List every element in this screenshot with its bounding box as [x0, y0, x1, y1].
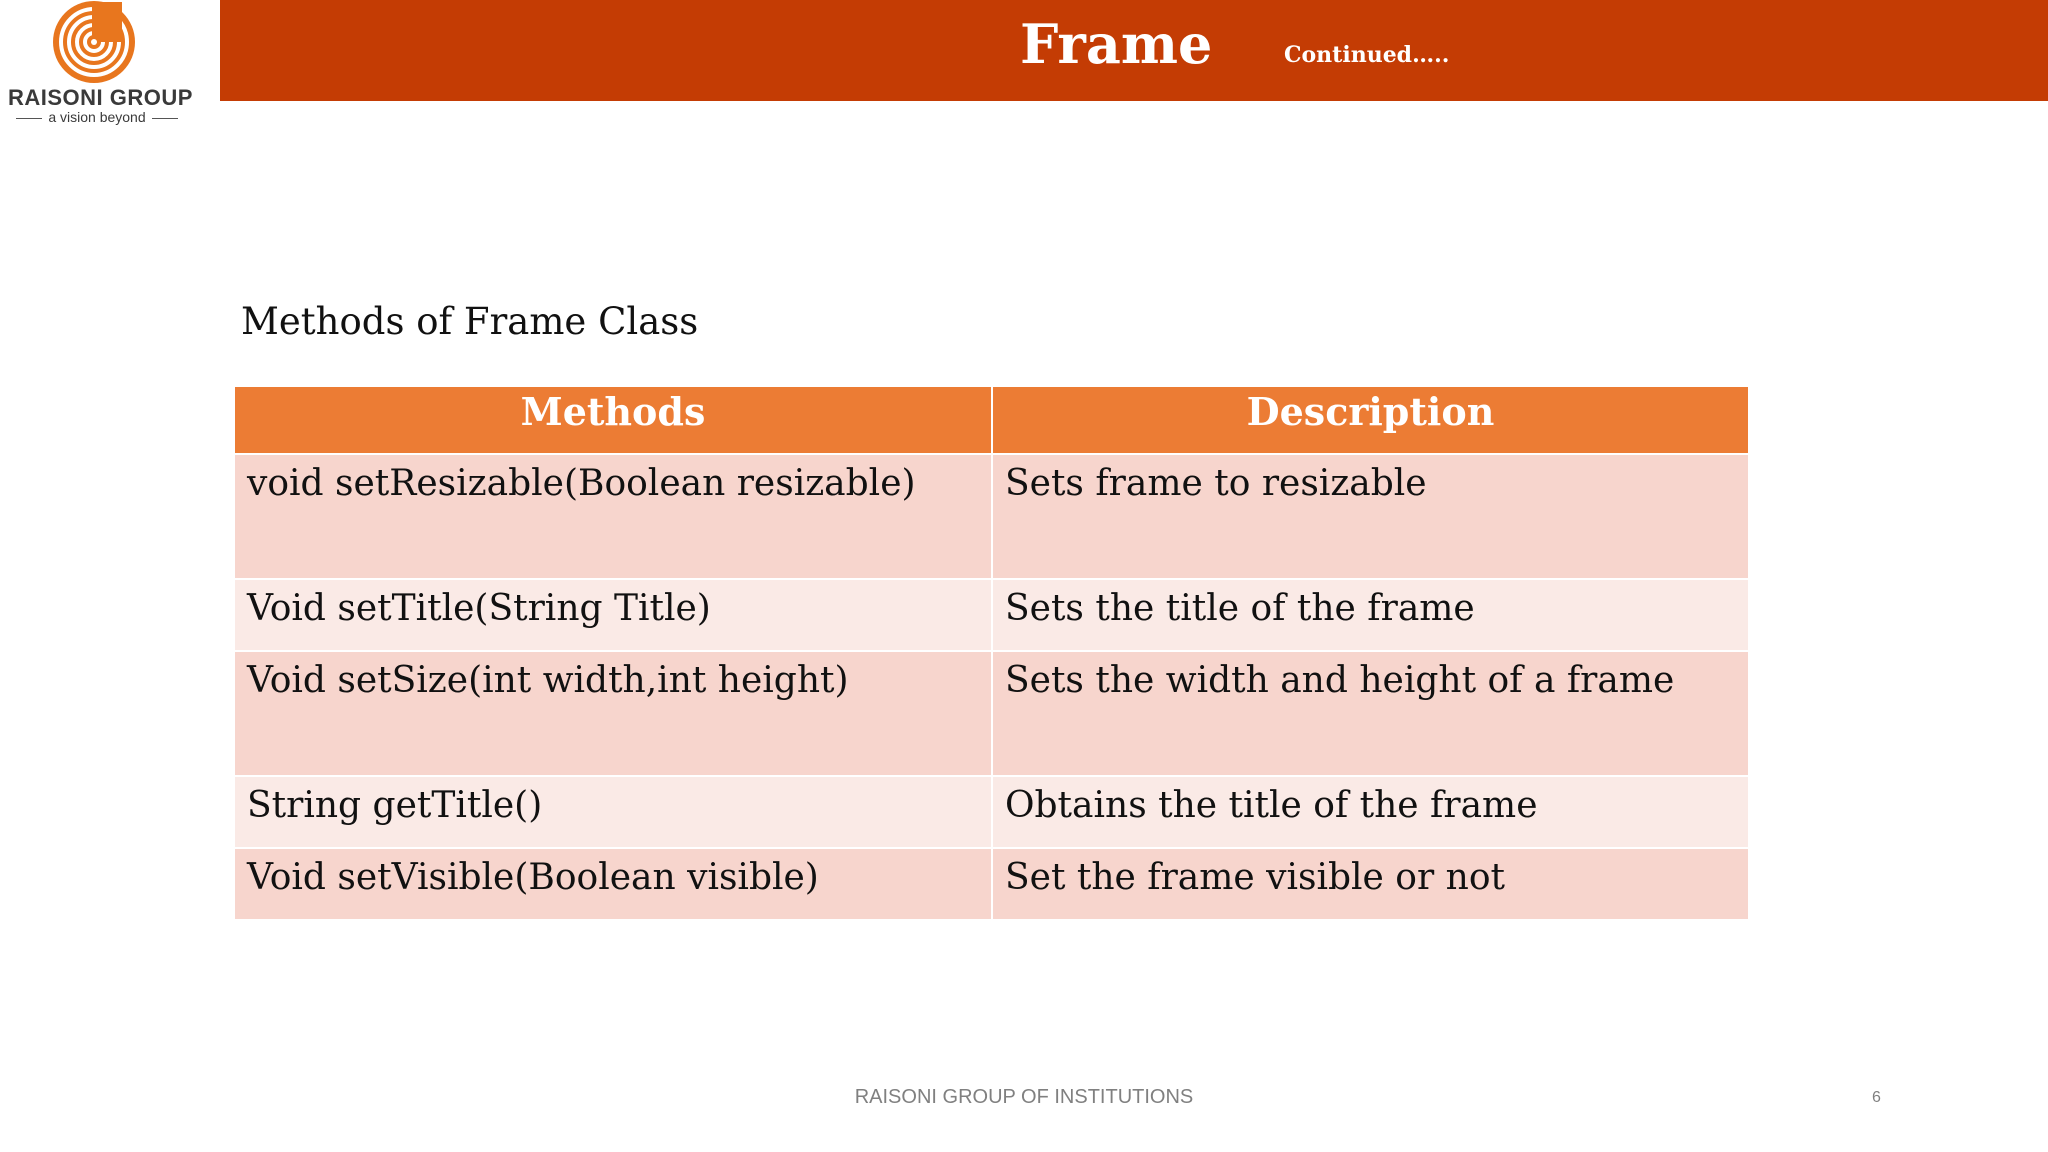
column-header-description: Description — [992, 386, 1749, 454]
column-header-methods: Methods — [234, 386, 992, 454]
description-cell: Set the frame visible or not — [992, 848, 1749, 920]
spiral-logo-icon — [0, 0, 200, 90]
table-row — [234, 579, 1749, 651]
method-cell: Void setVisible(Boolean visible) — [234, 848, 992, 920]
methods-table — [233, 385, 1750, 921]
footer-institution: RAISONI GROUP OF INSTITUTIONS — [854, 1086, 1194, 1108]
table-row — [234, 776, 1749, 848]
description-cell: Obtains the title of the frame — [992, 776, 1749, 848]
table-row — [234, 848, 1749, 920]
method-cell: String getTitle() — [234, 776, 992, 848]
table-header-row — [234, 386, 1749, 454]
method-cell: Void setSize(int width,int height) — [234, 651, 992, 776]
description-cell: Sets frame to resizable — [992, 454, 1749, 579]
table-row — [234, 454, 1749, 579]
method-cell: Void setTitle(String Title) — [234, 579, 992, 651]
raisoni-logo — [0, 0, 200, 132]
description-cell: Sets the title of the frame — [992, 579, 1749, 651]
page-number: 6 — [1872, 1089, 1881, 1106]
header-bar — [220, 0, 2048, 101]
description-cell: Sets the width and height of a frame — [992, 651, 1749, 776]
slide-subtitle: Continued….. — [1284, 42, 1450, 68]
method-cell: void setResizable(Boolean resizable) — [234, 454, 992, 579]
logo-tagline: a vision beyond — [8, 109, 186, 125]
table-row — [234, 651, 1749, 776]
logo-brand-text: RAISONI GROUP — [8, 85, 193, 110]
section-heading: Methods of Frame Class — [241, 300, 699, 343]
slide-title: Frame — [1020, 12, 1213, 76]
